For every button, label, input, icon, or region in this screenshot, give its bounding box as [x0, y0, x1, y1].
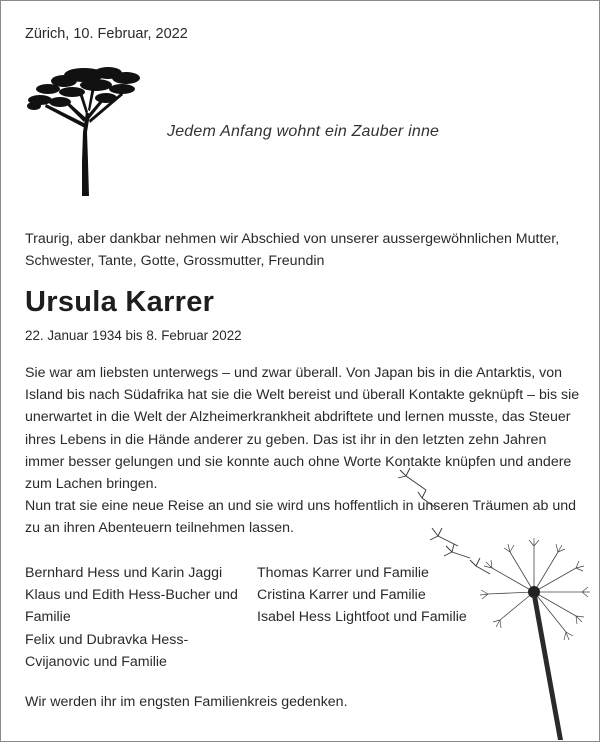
deceased-name: Ursula Karrer: [25, 286, 215, 318]
mourner-entry: Klaus und Edith Hess-Bucher und Familie: [25, 587, 238, 626]
place-date: Zürich, 10. Februar, 2022: [25, 26, 188, 42]
mourner-entry: Thomas Karrer und Familie: [257, 565, 429, 581]
body-paragraph: Nun trat sie eine neue Reise an und sie wird uns hoffentlich in unseren Träumen ab und zu an ihren Abenteuern teilnehmen lassen.: [25, 498, 577, 537]
intro-text: Traurig, aber dankbar nehmen wir Abschied von unserer aussergewöhnlichen Mutter, Schwester, Tante, Gotte, Grossmutter, Freundin: [25, 231, 560, 269]
life-dates: 22. Januar 1934 bis 8. Februar 2022: [25, 328, 242, 343]
mourner-entry: Isabel Hess Lightfoot und Familie: [257, 609, 467, 626]
body-paragraph: Sie war am liebsten unterwegs – und zwar überall. Von Japan bis in die Antarktis, von Island bis nach Südafrika hat sie die Welt bereist und überall Kontakte geknüpft – bis sie unerwartet in die Welt der Alzheimerkrankheit abdriftete und lernen musste, das Steuer ihres Lebens in die Hände anderer zu geben. Das ist ihr in den letzten zehn Jahren immer besser gelungen und sie konnte auch ohne Worte Kontakte knüpfen und andere zum Lachen bringen.: [25, 365, 580, 493]
mourners-left: [25, 562, 247, 673]
mourner-entry: Felix und Dubravka Hess-Cvijanovic und Familie: [25, 631, 189, 670]
closing-text: Wir werden ihr im engsten Familienkreis gedenken.: [25, 694, 348, 710]
mourner-entry: Cristina Karrer und Familie: [257, 587, 426, 604]
mourner-entry: Bernhard Hess und Karin Jaggi: [25, 565, 223, 581]
dandelion-icon: [392, 462, 598, 740]
motto: Jedem Anfang wohnt ein Zauber inne: [167, 123, 440, 140]
tree-icon: [26, 62, 142, 198]
